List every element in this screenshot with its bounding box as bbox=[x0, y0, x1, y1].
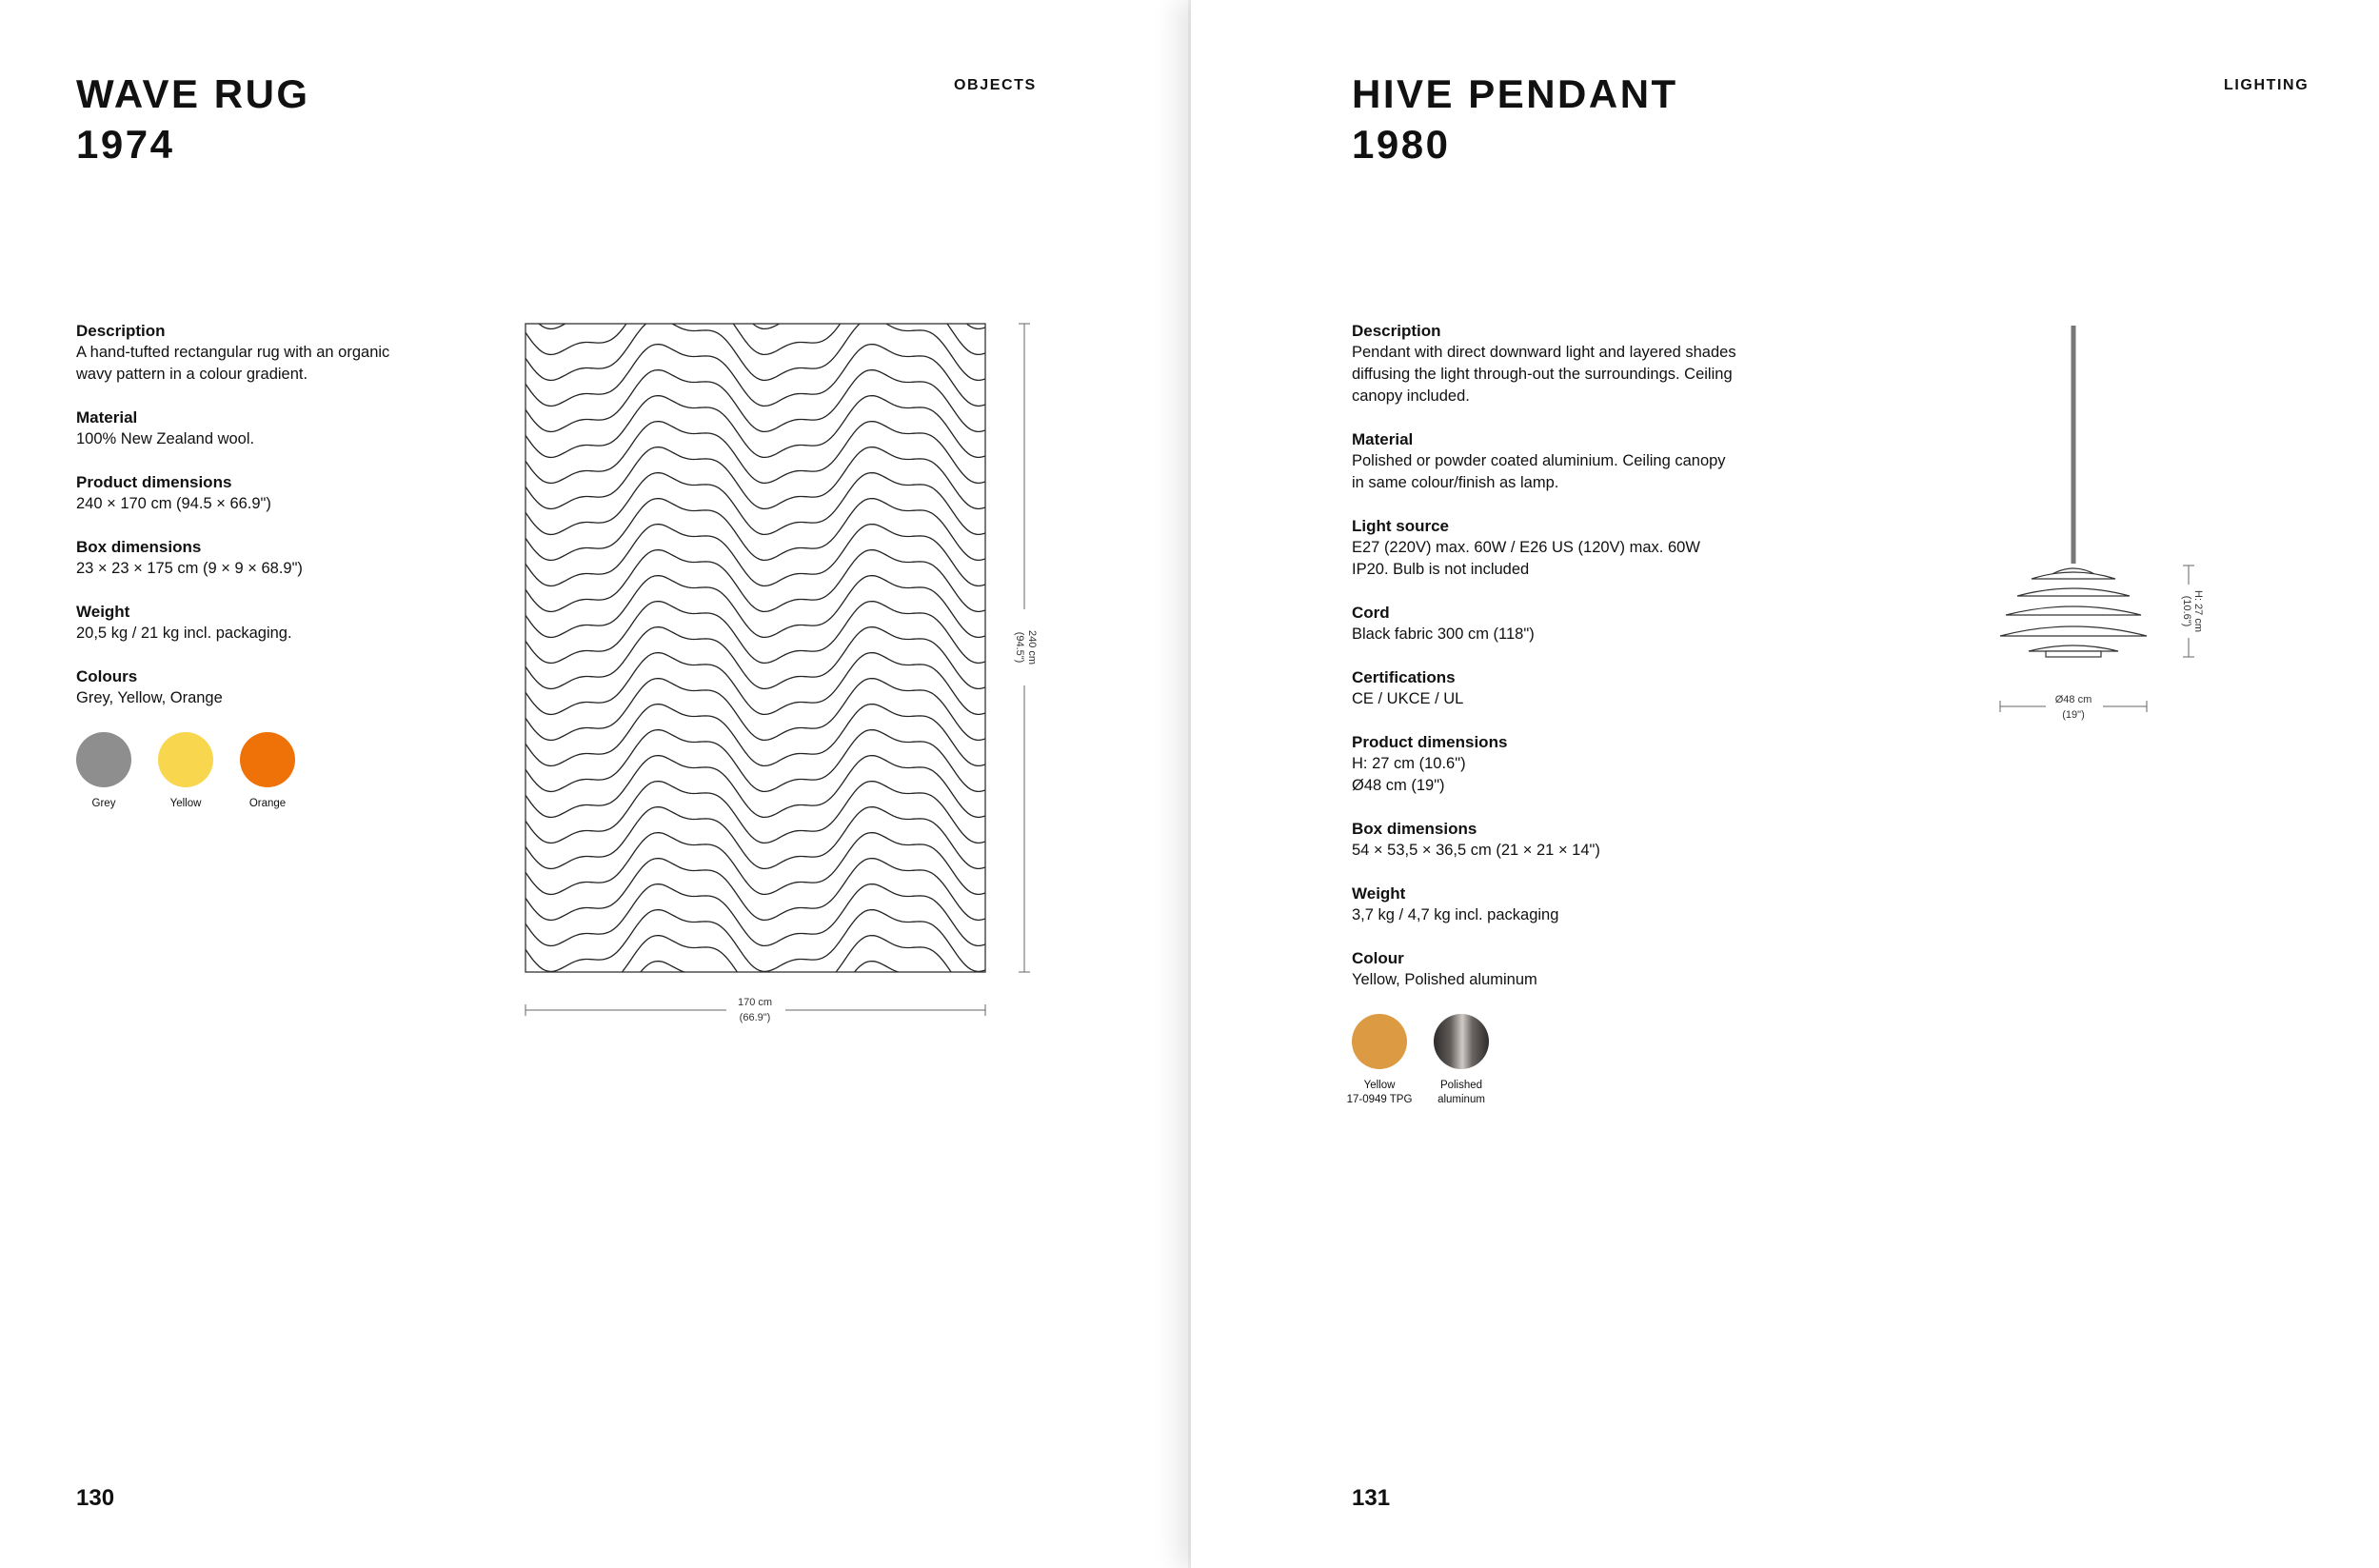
spec-value: 240 × 170 cm (94.5 × 66.9") bbox=[76, 495, 271, 512]
spec-light-source bbox=[1352, 515, 1847, 581]
spec-label: Box dimensions bbox=[76, 538, 202, 556]
swatch-name: Yellow bbox=[169, 798, 202, 809]
spec-value: H: 27 cm (10.6") Ø48 cm (19") bbox=[1352, 755, 1466, 794]
spec-certifications bbox=[1352, 666, 1847, 710]
wave-line bbox=[525, 525, 985, 586]
wave-line bbox=[525, 319, 985, 381]
swatch-grey[interactable] bbox=[76, 732, 131, 811]
wave-line bbox=[525, 499, 985, 561]
swatch-name: Polished aluminum bbox=[1437, 1080, 1485, 1105]
wave-line bbox=[525, 576, 985, 638]
height-label: 240 cm bbox=[1026, 629, 1038, 665]
category-label: OBJECTS bbox=[954, 77, 1037, 93]
wave-line bbox=[525, 345, 985, 407]
spec-value: 20,5 kg / 21 kg incl. packaging. bbox=[76, 625, 292, 642]
wave-line bbox=[525, 550, 985, 612]
swatch-dot bbox=[240, 732, 295, 787]
left-page bbox=[0, 0, 1188, 1568]
swatch-name: Orange bbox=[248, 798, 287, 809]
spec-label: Product dimensions bbox=[76, 473, 232, 491]
product-title bbox=[1352, 69, 1678, 169]
spec-label: Light source bbox=[1352, 517, 1450, 535]
width-label-inches: (66.9") bbox=[739, 1012, 771, 1023]
spec-box-dimensions bbox=[76, 536, 486, 580]
product-year: 1974 bbox=[76, 122, 175, 167]
swatch-dot bbox=[158, 732, 213, 787]
wave-line bbox=[525, 447, 985, 509]
product-year: 1980 bbox=[1352, 122, 1451, 167]
diameter-label-inches: (19") bbox=[2062, 709, 2085, 721]
spec-label: Weight bbox=[76, 603, 130, 621]
swatch-dot bbox=[1352, 1014, 1407, 1069]
swatch-yellow[interactable] bbox=[158, 732, 213, 811]
spec-label: Weight bbox=[1352, 884, 1406, 903]
wave-line bbox=[525, 422, 985, 484]
spec-value: Black fabric 300 cm (118") bbox=[1352, 625, 1535, 643]
spec-value: 3,7 kg / 4,7 kg incl. packaging bbox=[1352, 906, 1559, 923]
wave-line bbox=[525, 705, 985, 766]
spec-label: Material bbox=[76, 408, 138, 427]
rug-outline bbox=[525, 324, 985, 972]
spec-value: 100% New Zealand wool. bbox=[76, 430, 255, 447]
page-number: 131 bbox=[1352, 1485, 1391, 1511]
spec-weight bbox=[1352, 883, 1847, 926]
wave-line bbox=[525, 305, 985, 329]
spec-box-dimensions bbox=[1352, 818, 1847, 862]
wave-line bbox=[525, 627, 985, 689]
spec-label: Description bbox=[76, 322, 166, 340]
swatch-name: Yellow 17-0949 TPG bbox=[1346, 1080, 1413, 1105]
spec-product-dimensions bbox=[1352, 731, 1847, 797]
spec-value: E27 (220V) max. 60W / E26 US (120V) max. 60W IP20. Bulb is not included bbox=[1352, 539, 1700, 578]
swatch-dot bbox=[76, 732, 131, 787]
wave-line bbox=[525, 884, 985, 946]
swatch-yellow[interactable] bbox=[1346, 1014, 1413, 1107]
wave-line bbox=[525, 305, 985, 355]
swatch-orange[interactable] bbox=[240, 732, 295, 811]
swatch-dot bbox=[1434, 1014, 1489, 1069]
pendant-shade-2 bbox=[2017, 588, 2130, 596]
right-page bbox=[1191, 0, 2379, 1568]
spec-description bbox=[1352, 320, 1847, 407]
pendant-shade-1 bbox=[2032, 572, 2115, 579]
spec-value: 54 × 53,5 × 36,5 cm (21 × 21 × 14") bbox=[1352, 842, 1600, 859]
wave-line bbox=[525, 602, 985, 664]
wave-line bbox=[525, 396, 985, 458]
product-name: HIVE PENDANT bbox=[1352, 71, 1678, 116]
width-label: 170 cm bbox=[737, 997, 773, 1008]
colour-swatches bbox=[1346, 1014, 1847, 1107]
height-label-inches: (94.5") bbox=[1014, 631, 1025, 664]
wave-line bbox=[525, 679, 985, 741]
wave-line bbox=[525, 370, 985, 432]
diameter-label: Ø48 cm bbox=[2054, 694, 2092, 705]
spec-colours bbox=[76, 665, 486, 709]
spec-list bbox=[76, 320, 486, 811]
pendant-shade-5 bbox=[2029, 645, 2118, 651]
rug-drawing bbox=[505, 305, 1076, 1028]
spec-label: Cord bbox=[1352, 604, 1390, 622]
spec-cord bbox=[1352, 602, 1847, 645]
pendant-bottom-ring bbox=[2046, 651, 2101, 657]
spec-colour bbox=[1352, 947, 1847, 991]
spec-value: Yellow, Polished aluminum bbox=[1352, 971, 1537, 988]
swatch-name: Grey bbox=[91, 798, 116, 809]
spec-value: CE / UKCE / UL bbox=[1352, 690, 1464, 707]
wave-line bbox=[525, 859, 985, 921]
wave-line bbox=[525, 910, 985, 972]
wave-line bbox=[525, 936, 985, 998]
spec-label: Description bbox=[1352, 322, 1441, 340]
wave-line bbox=[525, 756, 985, 818]
spec-value: Pendant with direct downward light and layered shades diffusing the light through-out the surroundings. Ceiling canopy included. bbox=[1352, 344, 1736, 405]
spec-product-dimensions bbox=[76, 471, 486, 515]
wave-line bbox=[525, 807, 985, 869]
category-label: LIGHTING bbox=[2224, 77, 2310, 93]
spec-material bbox=[1352, 428, 1847, 494]
colour-swatches bbox=[76, 732, 486, 811]
height-label-inches: (10.6") bbox=[2181, 595, 2192, 627]
pendant-shade-4 bbox=[2000, 626, 2147, 636]
spec-material bbox=[76, 407, 486, 450]
swatch-polished-aluminum[interactable] bbox=[1434, 1014, 1489, 1107]
pendant-drawing bbox=[1953, 314, 2238, 752]
spec-label: Box dimensions bbox=[1352, 820, 1477, 838]
spec-value: Polished or powder coated aluminium. Ceiling canopy in same colour/finish as lamp. bbox=[1352, 452, 1726, 491]
spec-label: Colours bbox=[76, 667, 138, 685]
wave-line bbox=[525, 782, 985, 844]
spec-description bbox=[76, 320, 486, 386]
spec-label: Colour bbox=[1352, 949, 1404, 967]
spec-label: Product dimensions bbox=[1352, 733, 1508, 751]
spec-weight bbox=[76, 601, 486, 645]
pendant-shade-3 bbox=[2006, 606, 2141, 615]
spec-label: Certifications bbox=[1352, 668, 1456, 686]
wave-line bbox=[525, 833, 985, 895]
wave-line bbox=[525, 653, 985, 715]
wave-pattern bbox=[525, 305, 985, 1028]
page-number: 130 bbox=[76, 1485, 115, 1511]
spec-list bbox=[1346, 320, 1847, 1107]
wave-line bbox=[525, 730, 985, 792]
spec-value: Grey, Yellow, Orange bbox=[76, 689, 223, 706]
spec-value: A hand-tufted rectangular rug with an organic wavy pattern in a colour gradient. bbox=[76, 344, 390, 383]
spec-label: Material bbox=[1352, 430, 1414, 448]
product-name: WAVE RUG bbox=[76, 71, 310, 116]
product-title bbox=[76, 69, 310, 169]
wave-line bbox=[525, 473, 985, 535]
spec-value: 23 × 23 × 175 cm (9 × 9 × 68.9") bbox=[76, 560, 303, 577]
height-label: H: 27 cm bbox=[2192, 589, 2204, 633]
